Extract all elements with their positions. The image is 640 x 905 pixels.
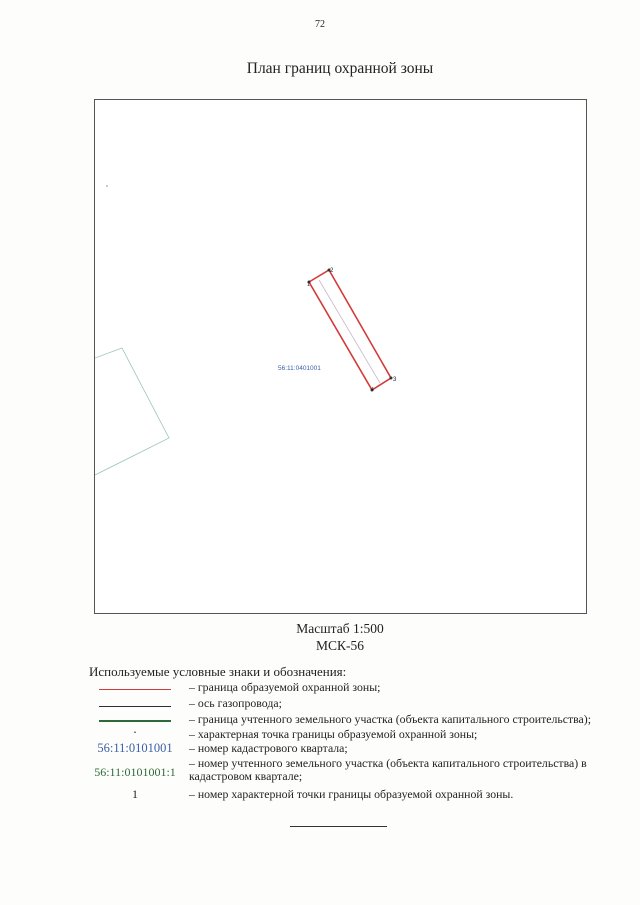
- legend-description: – номер кадастрового квартала;: [189, 741, 348, 755]
- point-label-1: 1: [307, 282, 311, 288]
- map-speck: [106, 185, 108, 187]
- legend-symbol-point: .: [133, 721, 137, 736]
- legend-description: – характерная точка границы образуемой охранной зоны;: [189, 727, 478, 741]
- footer-divider: [290, 826, 387, 827]
- map-canvas: [95, 100, 586, 613]
- legend-title: Используемые условные знаки и обозначения:: [89, 664, 347, 679]
- legend-description: – граница учтенного земельного участка (объекта капитального строительства);: [189, 712, 592, 726]
- cadastral-quarter-label: 56:11:0401001: [278, 365, 321, 372]
- legend-symbol-quarter-number: 56:11:0101001: [97, 741, 173, 755]
- legend-symbol-red-line: [89, 689, 181, 690]
- point-label-2: 2: [330, 268, 334, 274]
- legend-description: – ось газопровода;: [189, 696, 282, 710]
- scale-text: Масштаб 1:500: [296, 621, 384, 636]
- coordinate-system: МСК-56: [315, 638, 364, 653]
- page-title: План границ охранной зоны: [246, 60, 434, 77]
- page-number: 72: [315, 19, 325, 30]
- legend-description: – номер характерной точки границы образуемой охранной зоны.: [189, 787, 514, 801]
- existing-parcel-outline: [95, 348, 169, 475]
- legend-description: – номер учтенного земельного участка (объекта капитального строительства) в кадастровом квартале;: [189, 756, 587, 783]
- point-label-3: 3: [393, 377, 397, 383]
- gas-pipeline-axis: [319, 280, 380, 383]
- legend-symbol-dark-line: [89, 706, 181, 707]
- legend-symbol-parcel-number: 56:11:0101001:1: [94, 765, 176, 779]
- legend-symbol-point-number: 1: [132, 787, 138, 801]
- scale-block: [0, 620, 640, 654]
- protection-zone-boundary: [309, 270, 391, 390]
- legend-description: – граница образуемой охранной зоны;: [189, 680, 381, 694]
- point-label-4: 4: [371, 387, 374, 393]
- map-frame: [94, 99, 587, 614]
